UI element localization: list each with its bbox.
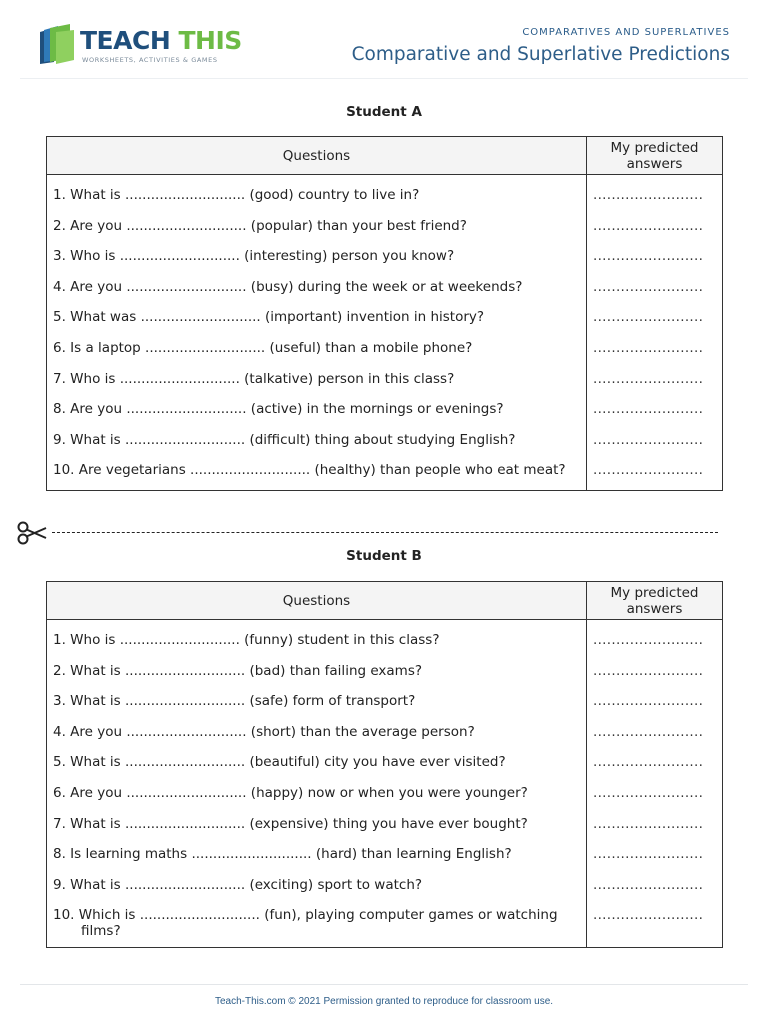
question-text: 7. What is ............................ (expensive) thing you have ever bought? [47, 811, 587, 842]
question-text: 9. What is ............................ (difficult) thing about studying English? [47, 427, 587, 458]
answer-blank: ........................ [587, 719, 723, 750]
topic-eyebrow: COMPARATIVES AND SUPERLATIVES [522, 27, 730, 38]
student-b-title: Student B [346, 548, 422, 564]
question-row [47, 902, 723, 948]
question-text: 7. Who is ............................ (talkative) person in this class? [47, 366, 587, 397]
question-row [47, 182, 723, 213]
answers-header: My predicted answers [587, 137, 723, 175]
question-text: 1. Who is ............................ (funny) student in this class? [47, 627, 587, 658]
question-row [47, 457, 723, 490]
question-row [47, 335, 723, 366]
answers-header: My predicted answers [587, 582, 723, 620]
question-text: 2. Are you ............................ (popular) than your best friend? [47, 213, 587, 244]
dashed-cut-line [52, 532, 718, 533]
question-text: 4. Are you ............................ (short) than the average person? [47, 719, 587, 750]
cut-line [16, 520, 722, 546]
question-text: 5. What is ............................ (beautiful) city you have ever visited? [47, 749, 587, 780]
question-text: 3. What is ............................ (safe) form of transport? [47, 688, 587, 719]
answer-blank: ........................ [587, 872, 723, 903]
question-row [47, 243, 723, 274]
questions-header: Questions [47, 582, 587, 620]
logo-word-this: THIS [178, 26, 242, 55]
question-text: 5. What was ............................ (important) invention in history? [47, 304, 587, 335]
student-a-table [46, 136, 723, 491]
answer-blank: ........................ [587, 213, 723, 244]
question-row [47, 749, 723, 780]
question-text: 10. Which is ............................ (fun), playing computer games or watching films? [47, 902, 587, 948]
question-row [47, 213, 723, 244]
question-text: 8. Are you ............................ (active) in the mornings or evenings? [47, 396, 587, 427]
question-row [47, 688, 723, 719]
question-text: 3. Who is ............................ (interesting) person you know? [47, 243, 587, 274]
answer-blank: ........................ [587, 658, 723, 689]
question-row [47, 658, 723, 689]
answer-blank: ........................ [587, 811, 723, 842]
copyright-footer: Teach-This.com © 2021 Permission granted to reproduce for classroom use. [214, 996, 554, 1007]
table-header-row [47, 582, 723, 620]
page-title: Comparative and Superlative Predictions [351, 44, 730, 65]
answer-blank: ........................ [587, 304, 723, 335]
answer-blank: ........................ [587, 366, 723, 397]
logo-wordmark [80, 26, 242, 56]
question-text: 2. What is ............................ (bad) than failing exams? [47, 658, 587, 689]
question-row [47, 780, 723, 811]
student-b-table [46, 581, 723, 948]
question-text: 8. Is learning maths ............................ (hard) than learning English? [47, 841, 587, 872]
question-text: 9. What is ............................ (exciting) sport to watch? [47, 872, 587, 903]
answer-blank: ........................ [587, 243, 723, 274]
header-divider [20, 78, 748, 79]
student-a-title: Student A [346, 104, 422, 120]
table-header-row [47, 137, 723, 175]
question-row [47, 274, 723, 305]
answer-blank: ........................ [587, 902, 723, 948]
logo-word-teach: TEACH [80, 26, 171, 55]
answer-blank: ........................ [587, 335, 723, 366]
book-icon [36, 24, 76, 66]
answer-blank: ........................ [587, 396, 723, 427]
question-row [47, 811, 723, 842]
answer-blank: ........................ [587, 627, 723, 658]
scissors-icon [16, 520, 48, 546]
question-row [47, 366, 723, 397]
answer-blank: ........................ [587, 427, 723, 458]
answer-blank: ........................ [587, 841, 723, 872]
question-text: 6. Is a laptop ............................ (useful) than a mobile phone? [47, 335, 587, 366]
answer-blank: ........................ [587, 780, 723, 811]
footer-divider [20, 984, 748, 985]
question-row [47, 627, 723, 658]
teach-this-logo [36, 22, 242, 70]
answer-blank: ........................ [587, 688, 723, 719]
answer-blank: ........................ [587, 182, 723, 213]
answer-blank: ........................ [587, 457, 723, 490]
question-text: 6. Are you ............................ (happy) now or when you were younger? [47, 780, 587, 811]
answer-blank: ........................ [587, 749, 723, 780]
question-row [47, 719, 723, 750]
question-text: 10. Are vegetarians ............................ (healthy) than people who eat meat? [47, 457, 587, 490]
question-text: 4. Are you ............................ (busy) during the week or at weekends? [47, 274, 587, 305]
question-text: 1. What is ............................ (good) country to live in? [47, 182, 587, 213]
question-row [47, 872, 723, 903]
answer-blank: ........................ [587, 274, 723, 305]
question-row [47, 427, 723, 458]
questions-header: Questions [47, 137, 587, 175]
question-row [47, 396, 723, 427]
question-row [47, 841, 723, 872]
question-row [47, 304, 723, 335]
logo-tagline: WORKSHEETS, ACTIVITIES & GAMES [82, 56, 218, 64]
